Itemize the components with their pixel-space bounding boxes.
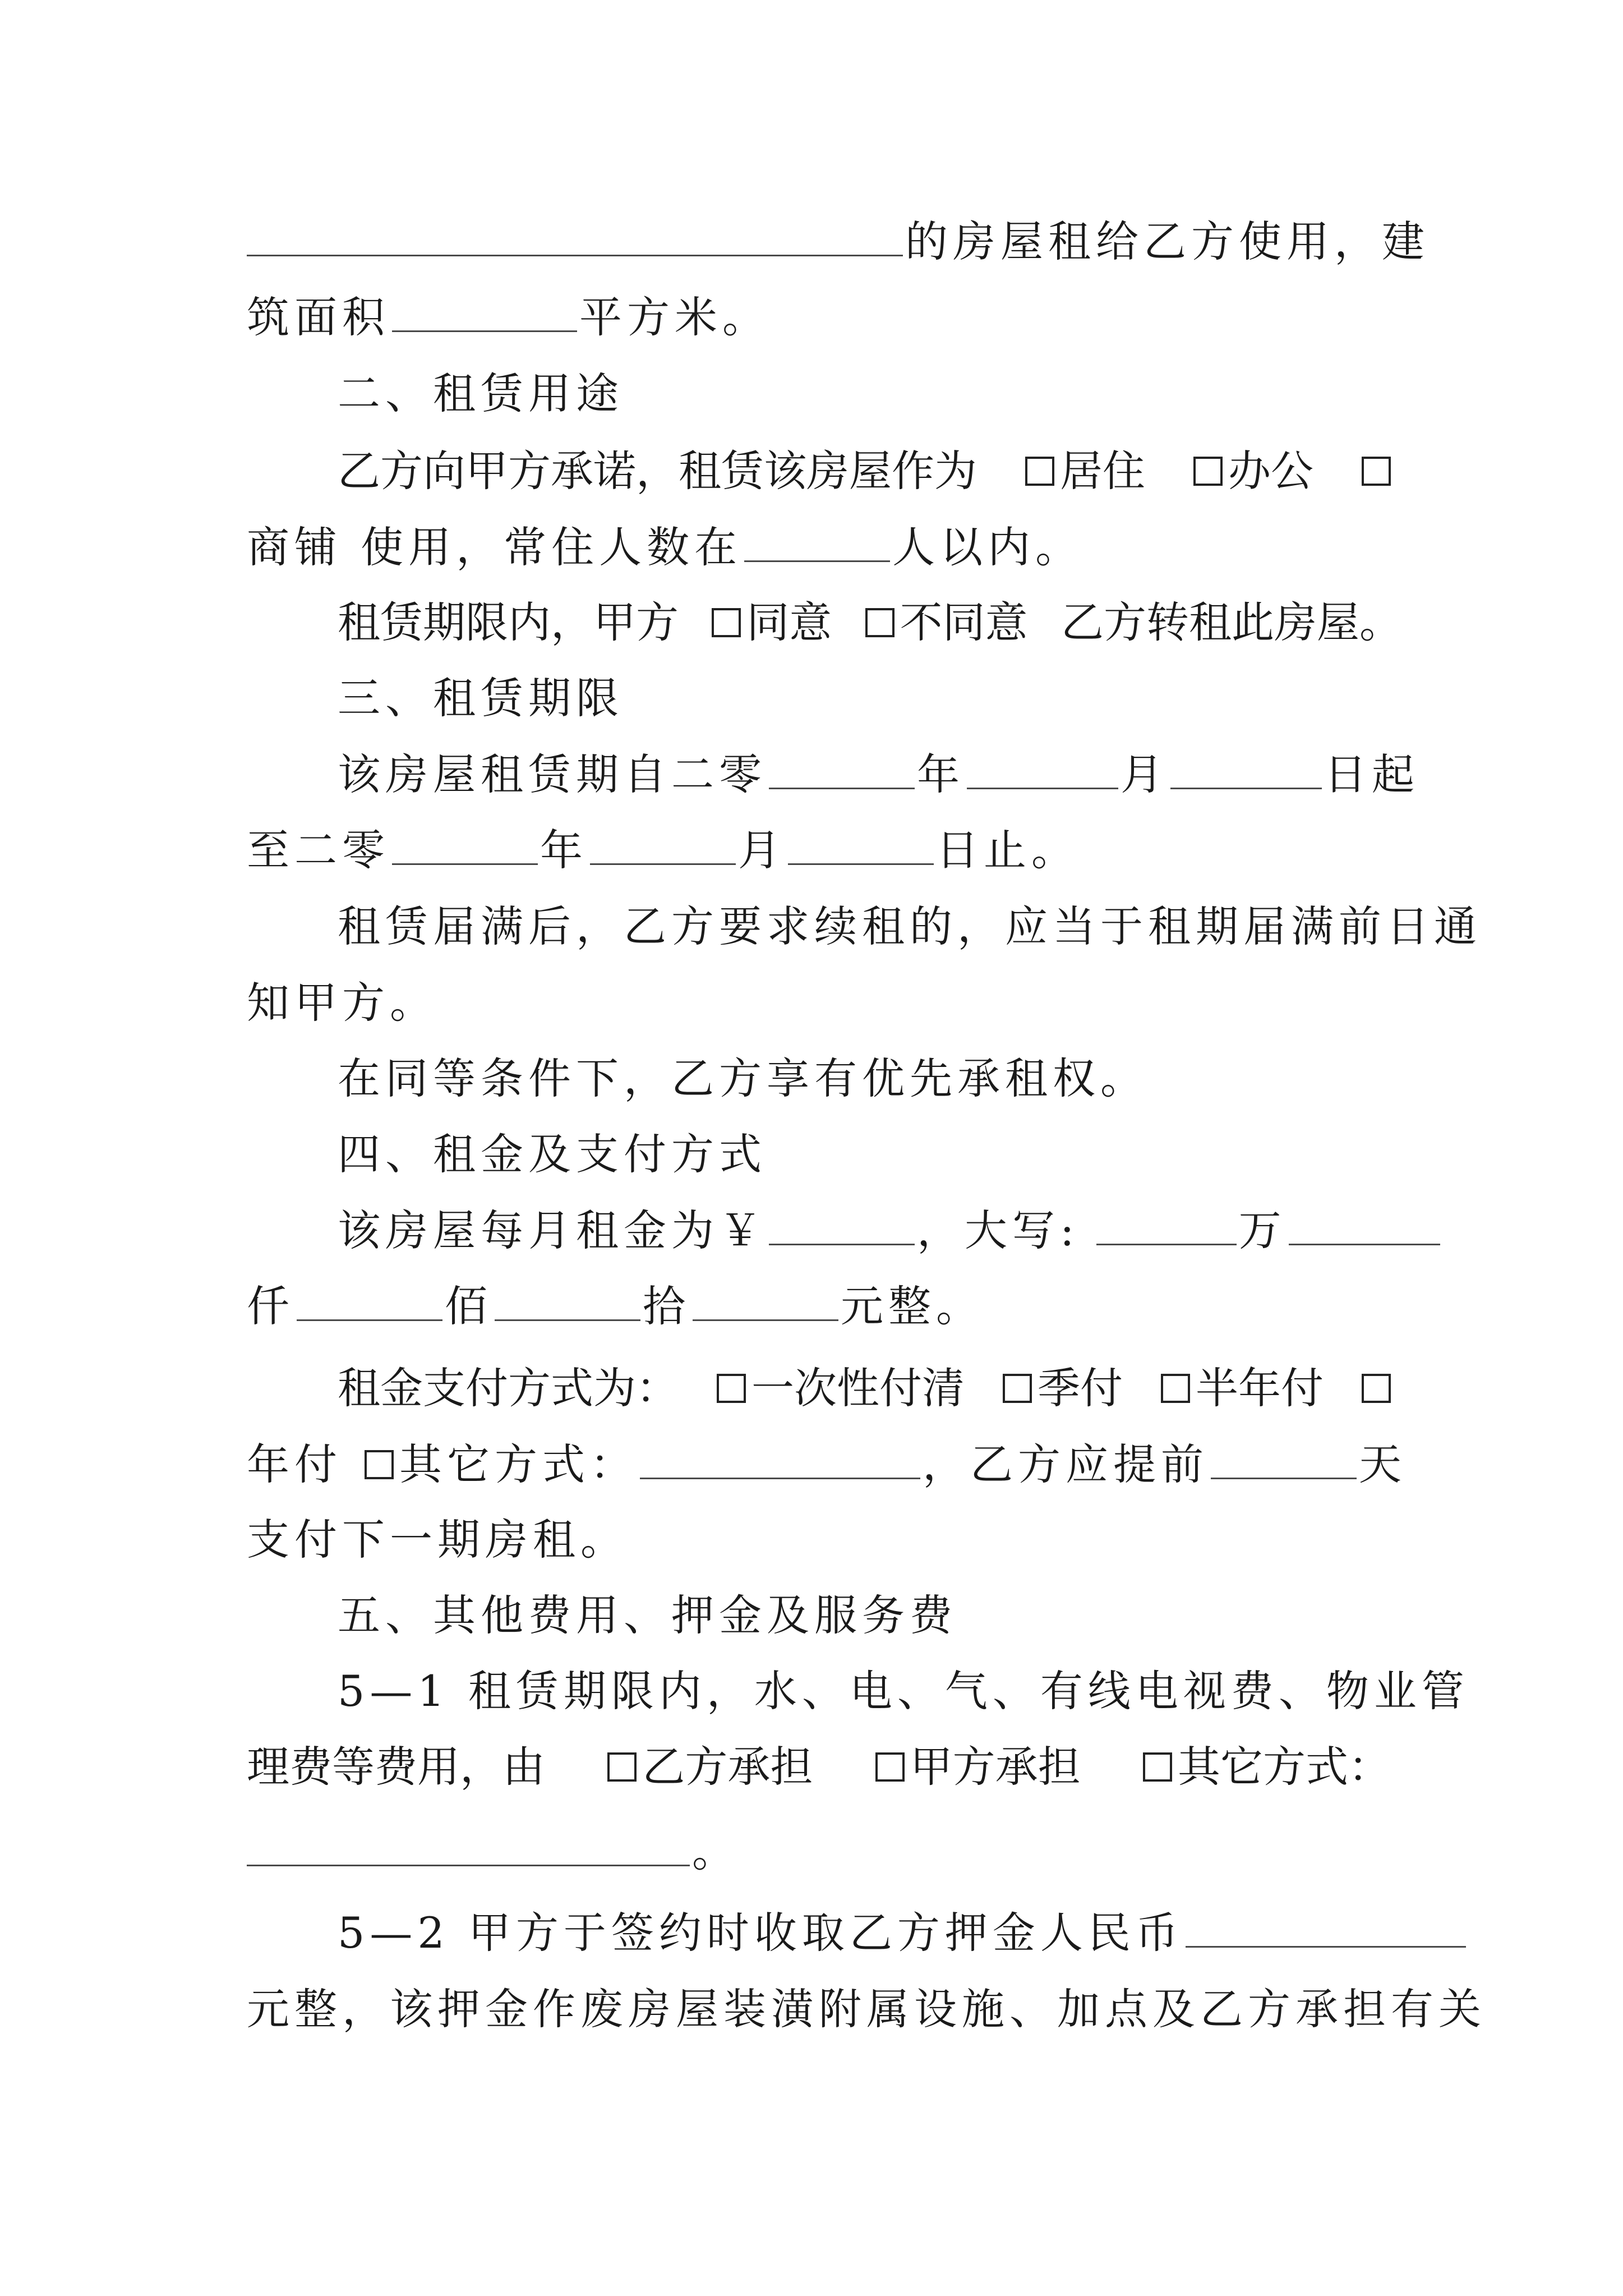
text: 知甲方。 [247, 978, 437, 1028]
checkbox [865, 608, 895, 637]
text: ，乙方应提前 [923, 1439, 1209, 1489]
line-6 [247, 595, 1402, 651]
blank-occupants [744, 519, 890, 562]
text: 至二零 [247, 825, 390, 875]
text: 年 [917, 749, 965, 799]
text: 万 [1238, 1205, 1287, 1255]
text: 5—1 租赁期限内，水、电、气、有线电视费、物业管 [338, 1666, 1469, 1716]
blank-rent-amount [769, 1202, 915, 1245]
section-heading-2 [247, 366, 1391, 422]
option-shop [1362, 457, 1391, 486]
line-12 [247, 1051, 1391, 1107]
text: 天 [1359, 1439, 1407, 1489]
text: 佰 [445, 1281, 492, 1331]
blank-start-month [967, 746, 1118, 789]
option-annual [1362, 1374, 1391, 1403]
text: 元整，该押金作废房屋装潢附属设施、加点及乙方承担有关 [247, 1984, 1486, 2034]
text: 五、其他费用、押金及服务费 [338, 1590, 957, 1640]
section-heading-5 [247, 1588, 1391, 1644]
option-residence: 居住 [1025, 443, 1145, 499]
text: 二、租赁用途 [338, 369, 624, 418]
text: 日止。 [936, 825, 1079, 875]
option-other-payment: 其它方式： [365, 1437, 638, 1493]
blank-address [247, 213, 903, 256]
text: 月 [738, 825, 786, 875]
blank-deposit [1186, 1904, 1466, 1948]
checkbox [1362, 1374, 1391, 1403]
line-15 [247, 1278, 1391, 1334]
text: 商铺 使用，常住人数在 [247, 522, 743, 572]
blank-shi [693, 1278, 838, 1321]
option-landlord-pays: 甲方承担 [875, 1739, 1081, 1795]
text: 理费等费用，由 [247, 1742, 545, 1792]
text: 该房屋租赁期自二零 [338, 749, 767, 799]
text: 筑面积 [247, 292, 390, 342]
blank-end-month [590, 822, 736, 865]
text: 该房屋每月租金为￥ [338, 1205, 767, 1255]
text: 平方米。 [579, 292, 770, 342]
checkbox [1362, 457, 1391, 486]
line-22 [247, 1823, 1391, 1879]
checkbox [1025, 457, 1054, 486]
blank-qian [297, 1278, 442, 1321]
line-10 [247, 899, 1482, 955]
checkbox [1193, 457, 1223, 486]
blank-end-day [788, 822, 934, 865]
option-lump-sum: 一次性付清 [717, 1360, 965, 1416]
line-4 [247, 443, 1391, 499]
line-20 [247, 1663, 1469, 1719]
line-23 [247, 1904, 1391, 1961]
option-other-fees: 其它方式： [1143, 1739, 1391, 1795]
text: 三、租赁期限 [338, 673, 624, 723]
text: 仟 [247, 1281, 294, 1331]
blank-bai [495, 1278, 640, 1321]
blank-start-year [769, 746, 915, 789]
line-5 [247, 519, 1391, 575]
option-semiannual: 半年付 [1161, 1360, 1324, 1416]
text: 年 [540, 825, 588, 875]
line-18 [247, 1512, 1391, 1568]
checkbox [1161, 1374, 1190, 1403]
blank-days [1211, 1436, 1357, 1479]
line-2 [247, 289, 1391, 345]
text: 拾 [643, 1281, 690, 1331]
text: ，大写: [917, 1205, 1080, 1255]
text: 。 [692, 1826, 740, 1876]
blank-other-fees [247, 1823, 690, 1866]
text: 乙方向甲方承诺，租赁该房屋作为 [338, 446, 977, 496]
line-11 [247, 975, 1391, 1031]
line-14 [247, 1202, 1391, 1258]
section-heading-4 [247, 1126, 1391, 1182]
text: 四、租金及支付方式 [338, 1129, 767, 1179]
blank-start-day [1170, 746, 1322, 789]
text: 租金支付方式为： [338, 1363, 679, 1413]
text: 租赁届满后，乙方要求续租的，应当于租期届满前日通 [338, 901, 1482, 951]
text: 的房屋租给乙方使用，建 [905, 217, 1430, 266]
option-office: 办公 [1193, 443, 1313, 499]
text: 在同等条件下，乙方享有优先承租权。 [338, 1053, 1148, 1103]
text: 乙方转租此房屋。 [1061, 597, 1402, 647]
line-16 [247, 1360, 1391, 1416]
line-8 [247, 746, 1419, 802]
blank-area [392, 289, 577, 332]
line-17 [247, 1436, 1407, 1492]
text: 租赁期限内，甲方 [338, 597, 679, 647]
checkbox [712, 608, 741, 637]
checkbox [1003, 1374, 1032, 1403]
checkbox [607, 1752, 637, 1782]
checkbox [875, 1752, 905, 1782]
text: 元整。 [841, 1281, 984, 1331]
blank-end-year [392, 822, 538, 865]
blank-other-method [640, 1436, 920, 1479]
option-agree: 同意 [712, 595, 832, 651]
text: 日起 [1324, 749, 1419, 799]
section-heading-3 [247, 670, 1391, 726]
line-24 [247, 1981, 1486, 2037]
text: 5—2 甲方于签约时收取乙方押金人民币 [338, 1908, 1183, 1958]
option-tenant-pays: 乙方承担 [607, 1739, 813, 1795]
option-disagree: 不同意 [865, 595, 1028, 651]
checkbox [717, 1374, 746, 1403]
blank-trailing [1289, 1202, 1440, 1245]
line-9 [247, 822, 1391, 878]
blank-wan [1096, 1202, 1237, 1245]
text: 年付 [247, 1439, 342, 1489]
text: 支付下一期房租。 [247, 1515, 628, 1565]
option-quarterly: 季付 [1003, 1360, 1123, 1416]
checkbox [365, 1450, 394, 1479]
line-21 [247, 1739, 1391, 1795]
text: 月 [1121, 749, 1168, 799]
checkbox [1143, 1752, 1172, 1782]
text: 人以内。 [892, 522, 1083, 572]
line-1 [247, 213, 1430, 269]
